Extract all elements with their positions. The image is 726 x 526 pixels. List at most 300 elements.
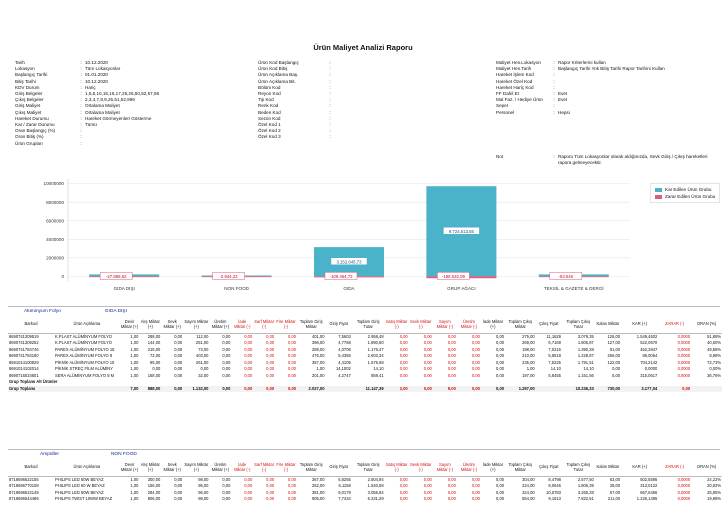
column-header[interactable]: ZARAR (-) [658,460,691,476]
param-separator: : [80,103,82,109]
table-cell: 126,00 [607,333,621,339]
table-cell: 1,00 [130,340,139,345]
table-cell: 235,00 [522,359,535,365]
table-cell: 0,0000 [677,353,691,358]
column-header[interactable]: Toplam Giriş Miktar [297,317,325,333]
table-cell: 0,00 [222,489,231,495]
table-cell: 197,00 [522,372,535,378]
total-cell: 730,00 [595,386,621,393]
column-header[interactable]: Kalan Miktar [595,460,621,476]
table-cell: 95,00 [150,359,161,365]
column-header[interactable]: Toplam Çıkış Tutar [562,317,595,333]
column-header[interactable]: Barkod [8,460,54,476]
column-header[interactable]: Alış Miktar (+) [139,460,161,476]
table-cell: 0,00 [471,372,480,378]
table-cell: 0,00 [222,372,231,378]
table-cell: 0,00 [423,353,432,358]
table-cell: PAREX ALÜMİNYUM FOLYO 8 [54,353,113,358]
table-cell: 0,00 [399,496,408,501]
table-cell: 1.791,51 [577,359,594,365]
param-label: Hareket Durumu [15,115,49,121]
table-cell: 36,76% [707,372,721,378]
table-cell: 0,00 [174,489,183,495]
column-header[interactable]: Kalan Miktar [595,317,621,333]
param-row [258,134,334,140]
table-cell: 8718696770108 [9,483,39,488]
table-cell: 0,00 [288,372,297,378]
table-cell: 40,60% [707,340,721,345]
param-value: Rapor Kriterlerini kullan [558,60,606,65]
column-header[interactable]: Sarf Miktar (-) [253,317,275,333]
table-cell: 0,00 [266,346,275,352]
table-cell: 32,00 [198,372,209,378]
param-label: Özel Kod 2 [258,128,281,134]
param-separator: : [553,78,555,84]
table-cell: 0,00 [222,346,231,352]
param-label: Özel Kod 3 [258,134,281,140]
table-cell: 1.806,87 [577,340,594,345]
param-value: Hepsi [558,109,570,115]
table-cell: 0,00 [222,333,231,339]
table-cell: 1,00 [130,372,139,378]
x-tick-label: GIDA [343,286,355,291]
param-label: Beden Kod [258,109,281,115]
table-cell: 0,0000 [677,359,691,365]
table-cell: 1,00 [130,353,139,358]
table-cell: 6.231,29 [367,496,384,501]
table-cell: 0,00 [399,489,408,495]
table-cell: 0,00% [709,366,721,371]
param-label: Özel Kod 1 [258,122,281,128]
total-cell [325,386,351,393]
table-cell: 2.603,34 [367,353,384,358]
column-header[interactable]: Sevk Miktar (+) [161,460,183,476]
table-cell: 0,00 [244,333,253,339]
column-header[interactable]: Alış Miktar (+) [139,317,161,333]
table-cell: 211,00 [607,496,621,501]
param-value: Evet [558,97,568,103]
param-row [15,141,159,147]
table-cell: 0,00 [399,353,408,358]
table-cell: 1.549,4602 [636,333,658,339]
table-cell: 0,00 [222,496,231,501]
table-cell: 6,7169 [548,340,561,345]
table-cell: 0,00 [423,346,432,352]
y-tick-label: 2000000 [46,255,64,261]
column-header[interactable]: Sayım Miktar (-) [433,317,457,333]
column-header[interactable]: ORAN (%) [691,317,722,333]
column-header[interactable]: Giriş Fiyat [325,317,351,333]
bar-loss-value-label: -2.944,22 [219,273,238,279]
table-cell: 0,00 [266,476,275,482]
total-cell: 2,00 [385,386,409,393]
column-header[interactable]: Üretim Miktar (+) [209,460,231,476]
total-cell [54,386,120,393]
column-header[interactable]: Üretim Miktar (-) [457,317,481,333]
params-left [15,60,159,147]
table-cell: 215,00 [147,346,161,352]
table-cell: 0,00 [288,366,297,371]
table-cell: 261,00 [195,359,209,365]
total-cell: 7,00 [120,386,140,393]
table-cell: 1.225,1495 [636,496,658,501]
table-cell: 95,00 [198,483,209,488]
table-cell: 0,00 [447,340,456,345]
table-cell: 0,00 [471,366,480,371]
total-cell: 1.297,00 [505,386,536,393]
y-tick-label: 6000000 [46,218,64,224]
legend-label: Zarar Edilen Ürün Grubu [665,194,716,199]
table-cell: 72,00 [150,353,161,358]
column-header[interactable]: Sevk Miktar (+) [161,317,183,333]
column-header[interactable]: Fire Miktar (-) [275,317,297,333]
table-cell: 0,00 [244,496,253,501]
table-cell: 0,00 [244,372,253,378]
table-cell: 168,00 [147,372,161,378]
table-cell: 57,00 [609,489,621,495]
param-separator: : [80,84,82,90]
table-cell: 0,00 [447,366,456,371]
column-header[interactable]: ORAN (%) [691,460,722,476]
total-cell: 0,00 [161,386,183,393]
table-cell: 0,00 [496,489,504,495]
table-cell: 0,00 [288,353,297,358]
table-cell: 8690741309252 [9,340,39,345]
table-cell: 8718696544489 [9,496,39,501]
param-label: Ürün Grupları [15,140,43,146]
column-header[interactable]: Sevk Miktar (-) [409,317,433,333]
param-label: Oran Başlangıç (%) [15,128,56,134]
table-cell: 96,00 [198,489,209,495]
column-header[interactable]: Satış Miktar (-) [385,460,409,476]
params-middle [258,60,334,141]
header-row [8,317,722,333]
column-header[interactable]: İade Miktar (-) [231,460,253,476]
x-tick-label: GIDA DIŞI [113,286,135,291]
column-header[interactable]: Devir Miktar (+) [120,317,140,333]
column-header[interactable]: Toplam Giriş Miktar [297,460,325,476]
table-cell: 0,00 [447,353,456,358]
table-cell: 28,00 [609,483,621,488]
table-row[interactable] [8,496,722,503]
param-separator: : [553,103,555,109]
column-header[interactable]: Toplam Çıkış Miktar [505,460,536,476]
table-cell: 476,00 [311,353,325,358]
param-separator: : [80,109,82,115]
legend-swatch [655,188,662,192]
table-cell: 0,00 [288,340,297,345]
table-cell: 0,00 [471,359,480,365]
column-header[interactable]: Üretim Miktar (+) [209,317,231,333]
table-cell: 0,00 [447,372,456,378]
table-cell: 381,00 [311,489,325,495]
table-cell: 1.151,56 [577,372,594,378]
group-category-1[interactable]: GIDA DIŞI [104,309,127,314]
column-header[interactable]: Sayım Miktar (+) [183,460,209,476]
table-cell: 304,00 [522,476,535,482]
param-separator: : [553,109,555,115]
table-cell: SERA ALÜMİNYUM FOLYO 8 M [54,372,115,378]
table-cell: 0,00 [496,353,504,358]
table-cell: 0,00 [447,346,456,352]
total-cell: 9,00 [433,386,457,393]
table-cell: 0,00 [174,372,183,378]
table-cell: 0,0000 [677,340,691,345]
table-cell: 0,00 [266,496,275,501]
table-cell: 0,00 [612,366,621,371]
table-cell: 0,0000 [644,366,658,371]
column-header[interactable]: Çıkış Fiyat [536,317,562,333]
table-cell: 4,4105 [338,359,351,365]
table-cell: 0,00 [174,340,183,345]
column-header[interactable]: Devir Miktar (+) [120,460,140,476]
table-cell: 1,00 [130,333,139,339]
param-separator: : [329,97,331,103]
table-cell: 266,00 [607,353,621,358]
table-cell: 1.890,60 [367,340,384,345]
param-separator: : [80,97,82,103]
table-cell: 210,00 [522,353,535,358]
table-cell: 8,98% [709,353,721,358]
param-label: Ürün Açıklama Bit. [258,78,296,84]
table-cell: 0,00 [174,496,183,501]
chart-legend [650,183,720,203]
table-cell: 3.055,84 [367,489,384,495]
table-cell: 73,00 [198,346,209,352]
param-label: Tip Kod [258,97,274,103]
total-cell: 888,00 [139,386,161,393]
table-cell: 8718696622155 [9,476,39,482]
table-cell: 251,00 [195,340,209,345]
table-cell: 24,22% [707,476,721,482]
table-cell: 0,00 [447,489,456,495]
table-cell: 1.176,47 [367,346,384,352]
param-label: Reyon Kod [258,91,281,97]
table-cell: 0,0000 [677,483,691,488]
bar-loss-value-label: -27.868,62 [105,273,127,279]
param-separator: : [329,60,331,65]
table-cell: 98,00 [198,476,209,482]
product-table-2 [8,460,722,503]
param-separator: : [329,115,331,121]
table-cell: 5,4355 [338,353,351,358]
table-cell: 0,00 [174,366,183,371]
column-header[interactable]: KAR (+) [621,460,658,476]
table-row[interactable] [8,333,722,340]
column-header[interactable]: ZARAR (-) [658,317,691,333]
param-separator: : [553,97,555,103]
total-cell: 10.236,33 [562,386,595,393]
column-header[interactable]: Ürün Açıklama [54,317,120,333]
table-cell: 8691014100829 [9,359,39,365]
table-cell: 0,00 [447,496,456,501]
table-cell: 0,00 [496,359,504,365]
table-cell: 198,00 [522,346,535,352]
table-cell: 4,7768 [338,340,351,345]
table-cell: 0,0000 [677,476,691,482]
column-header[interactable]: Ürün Açıklama [54,460,120,476]
total-cell: Grup Toplamı [8,386,54,393]
header-row [8,460,722,476]
table-cell: 49,58% [707,346,721,352]
table-cell: 0,00 [288,483,297,488]
table-cell: 0,00 [266,489,275,495]
column-header[interactable]: Çıkış Fiyat [536,460,562,476]
param-label: Çıkış Belgeler [15,97,44,103]
param-value: 01.01.2020 [85,72,108,78]
column-header[interactable]: Giriş Fiyat [325,460,351,476]
table-cell: 284,00 [147,489,161,495]
table-cell: 0,00 [496,372,504,378]
table-cell: 269,00 [522,340,535,345]
note-label: Not [496,154,504,159]
table-cell: 8718696622148 [9,489,39,495]
table-cell: 0,00 [447,476,456,482]
table-cell: 8690716024601 [9,372,39,378]
total-cell [691,386,722,393]
column-header[interactable]: Satış Miktar (-) [385,317,409,333]
group-tab-1[interactable]: Alüminyum Folyo [24,309,61,314]
column-header[interactable]: Toplam Çıkış Miktar [505,317,536,333]
column-header[interactable]: Sayım Miktar (-) [433,460,457,476]
total-cell: 11.147,39 [352,386,385,393]
table-cell: 0,00 [266,353,275,358]
table-row[interactable] [8,476,722,483]
table-cell: 0,00 [244,489,253,495]
param-label: Hareket Özel Kod [496,78,533,84]
table-cell: 0,00 [222,359,231,365]
table-cell: 1,00 [130,496,139,501]
param-label: Kar / Zarar Durumu [15,122,55,128]
table-cell: 704,2142 [640,359,658,365]
total-cell: 3.177,04 [621,386,658,393]
table-cell: 0,00 [266,372,275,378]
table-cell: 0,00 [496,366,504,371]
column-header[interactable]: İade Miktar (-) [231,317,253,333]
column-header[interactable]: Sarf Miktar (-) [253,460,275,476]
param-label: Sepet [496,103,509,109]
table-cell: 0,00 [399,483,408,488]
table-cell: 2.504,94 [367,476,384,482]
param-separator: : [80,140,82,146]
column-header[interactable]: İade Miktar (+) [481,460,505,476]
table-cell: 1.540,58 [367,483,384,488]
table-cell: 8,0646 [548,483,561,488]
group-category-2[interactable]: NON FOOD [110,452,137,457]
table-cell: 1.575,68 [367,359,384,365]
table-cell: 2.958,48 [367,333,384,339]
table-cell: 0,00 [222,366,231,371]
table-cell: 0,00 [244,359,253,365]
total-cell: 0,00 [231,386,253,393]
table-cell: 9,0179 [338,489,351,495]
table-cell: 1.806,39 [577,483,594,488]
column-header[interactable]: Sevk Miktar (-) [409,460,433,476]
param-label: Giriş Belgeler [15,91,43,97]
param-label: Bölüm Kod [258,84,281,90]
column-header[interactable]: İade Miktar (+) [481,317,505,333]
table-cell: PHILIPS TWIST 10WW BEYAZ [54,496,113,501]
param-label: KDV Durum [15,84,40,90]
total-cell: 0,00 [658,386,691,393]
table-cell: 14,10 [550,366,561,371]
table-cell: 0,0000 [677,333,691,339]
table-cell: 854,00 [522,496,535,501]
total-cell: 0,00 [209,386,231,393]
param-value: Evet [558,91,568,97]
table-cell: 1.228,87 [577,353,594,358]
table-cell: 98,00 [198,496,209,501]
table-cell: 0,00 [447,333,456,339]
total-cell [536,386,562,393]
table-cell: 0,00 [496,496,504,501]
column-header[interactable]: Toplam Çıkış Tutar [562,460,595,476]
table-cell: 0,00 [266,333,275,339]
column-header[interactable]: Fire Miktar (-) [275,460,297,476]
table-cell: 289,00 [311,346,325,352]
table-cell: 0,00 [423,359,432,365]
table-cell: 0,00 [244,340,253,345]
table-cell: 462,2847 [640,346,658,352]
column-header[interactable]: Barkod [8,317,54,333]
table-cell: 11,1629 [546,333,561,339]
table-cell: 0,00 [496,483,504,488]
table-cell: 905,00 [311,496,325,501]
param-separator: : [553,66,555,72]
param-label: Hareket Hariç Kod [496,84,534,90]
table-cell: 0,00 [222,353,231,358]
table-cell: 0,00 [399,346,408,352]
param-separator: : [553,72,555,78]
group-total-row [8,386,722,393]
column-header[interactable]: Toplam Giriş Tutar [352,460,385,476]
column-header[interactable]: Sayım Miktar (+) [183,317,209,333]
table-cell: 0,00 [200,366,209,371]
group-tab-2[interactable]: Ampüller [40,452,59,457]
param-label: Oran Bitiş (%) [15,134,44,140]
param-separator: : [80,128,82,134]
table-cell: 0,00 [244,346,253,352]
table-cell: 502,5595 [640,476,658,482]
table-cell: 324,00 [522,489,535,495]
table-cell: 0,00 [471,476,480,482]
param-label: Lokasyon [15,66,35,72]
table-cell: 3.265,28 [577,489,594,495]
param-label: Mal Faz. / Hediye Ürün [496,97,543,103]
column-header[interactable]: Toplam Giriş Tutar [352,317,385,333]
param-value: Hariç [85,84,96,90]
param-separator: : [329,122,331,128]
table-cell: 91,00 [609,346,621,352]
table-cell: PİKNİK ALÜMİNYUM FOLYO 10 [54,359,115,365]
note-value: Raporu Tüm Lokasyonlar olarak aldığınızda, Sevk Giriş / Çıkış hareketleri rapora gelmeyecektir. [558,154,708,166]
x-tick-label: GRUP AĞACI [447,286,476,291]
total-cell: 1.132,00 [183,386,209,393]
table-cell: 0,00 [288,496,297,501]
column-header[interactable]: Üretim Miktar (-) [457,460,481,476]
table-cell: 6,8255 [338,476,351,482]
column-header[interactable]: KAR (+) [621,317,658,333]
table-cell: 20,92% [707,483,721,488]
table-cell: 7,5225 [548,359,561,365]
table-cell: PİKNİK STREÇ FİLM ALÜMİNY [54,366,113,371]
table-cell: 0,00 [244,476,253,482]
table-cell: 14,1002 [335,366,351,371]
param-label: Renk Kod [258,103,279,109]
note-separator: : [553,154,555,159]
table-cell: 10,5783 [546,489,561,495]
param-value: Başlangıç Tarihi Yok Bitiş Tarihi Rapor Tarihini Kullan [558,66,665,72]
